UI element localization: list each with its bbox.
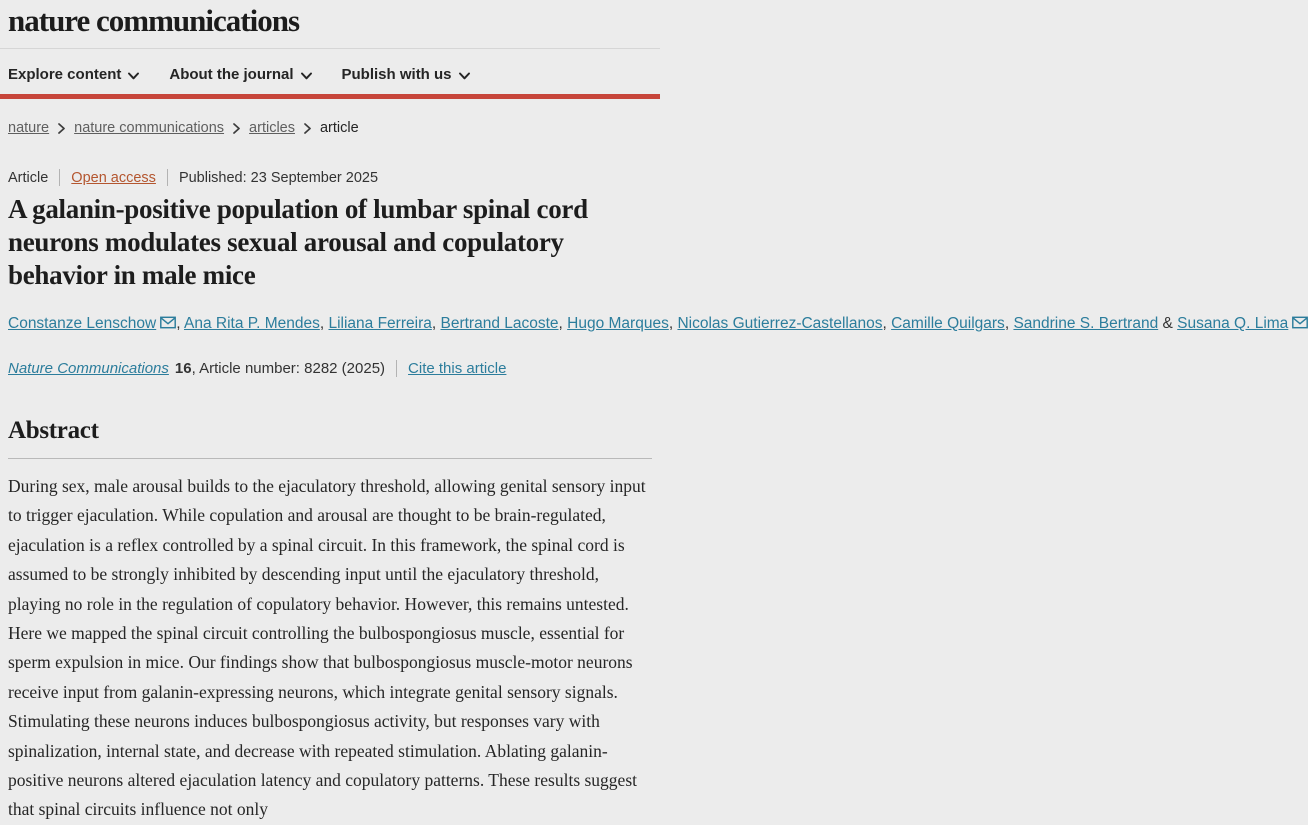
author-link-bertrand-lacoste[interactable]: Bertrand Lacoste xyxy=(440,315,559,332)
nav-publish-with-us-label: Publish with us xyxy=(341,66,452,83)
chevron-down-icon xyxy=(301,72,312,80)
breadcrumb-link-nature-communications[interactable]: nature communications xyxy=(74,120,225,136)
breadcrumb xyxy=(8,120,652,136)
nav-publish-with-us[interactable] xyxy=(342,66,470,83)
abstract-section xyxy=(0,417,660,825)
author-separator: , xyxy=(319,315,329,332)
main-nav xyxy=(0,48,660,94)
cite-this-article-link[interactable]: Cite this article xyxy=(408,360,507,377)
article-main xyxy=(0,120,1289,825)
published-date: Published: 23 September 2025 xyxy=(178,169,379,186)
citation-line xyxy=(8,360,652,377)
author-link-camille-quilgars[interactable]: Camille Quilgars xyxy=(891,315,1005,332)
breadcrumb-link-articles[interactable]: articles xyxy=(249,120,295,136)
nature-communications-logo[interactable]: nature communications xyxy=(8,3,300,38)
author-separator: , xyxy=(882,315,892,332)
article-type-label: Article xyxy=(8,169,49,186)
separator xyxy=(167,169,168,186)
author-link-ana-rita-p-mendes[interactable]: Ana Rita P. Mendes xyxy=(183,315,320,332)
nav-about-the-journal-label: About the journal xyxy=(169,66,294,83)
chevron-right-icon xyxy=(233,123,240,134)
author-link-constanze-lenschow[interactable]: Constanze Lenschow xyxy=(8,315,157,332)
chevron-down-icon xyxy=(128,72,139,80)
nav-about-the-journal[interactable] xyxy=(169,66,311,83)
brand-red-bar xyxy=(0,94,660,99)
chevron-down-icon xyxy=(459,72,470,80)
author-link-sandrine-s-bertrand[interactable]: Sandrine S. Bertrand xyxy=(1013,315,1159,332)
author-separator: , xyxy=(668,315,678,332)
article-number-text: , Article number: 8282 (2025) xyxy=(191,360,386,377)
article-title: A galanin-positive population of lumbar spinal cord neurons modulates sexual arousal and copulatory behavior in male mice xyxy=(8,194,588,290)
article-meta-line xyxy=(8,169,652,186)
abstract-text: During sex, male arousal builds to the ejaculatory threshold, allowing genital sensory input to trigger ejaculation. While copulation and arousal are thought to be brain-regulated, ejaculation is a reflex controlled by a spinal circuit. In this framework, the spinal cord is assumed to be strongly inhibited by descending input until the ejaculatory threshold, playing no role in the regulation of copulatory behavior. However, this remains untested. Here we mapped the spinal circuit controlling the bulbospongiosus muscle, essential for sperm expulsion in mice. Our findings show that bulbospongiosus muscle-motor neurons receive input from galanin-expressing neurons, which integrate genital sensory signals. Stimulating these neurons induces bulbospongiosus activity, but responses vary with spinalization, internal state, and decrease with repeated stimulation. Ablating galanin-positive neurons altered ejaculation latency and copulatory patterns. These results suggest that spinal circuits influence not only xyxy=(8,476,646,820)
separator xyxy=(59,169,60,186)
email-icon[interactable] xyxy=(1292,316,1308,329)
author-separator: , xyxy=(431,315,441,332)
author-separator: , xyxy=(558,315,568,332)
breadcrumb-current-article: article xyxy=(319,120,359,136)
author-link-hugo-marques[interactable]: Hugo Marques xyxy=(567,315,669,332)
separator xyxy=(396,360,397,377)
volume-number: 16 xyxy=(174,360,192,377)
author-separator: & xyxy=(1158,315,1178,332)
nav-explore-content-label: Explore content xyxy=(8,66,122,83)
author-link-susana-q-lima[interactable]: Susana Q. Lima xyxy=(1177,315,1289,332)
section-divider xyxy=(8,458,652,459)
chevron-right-icon xyxy=(58,123,65,134)
site-header xyxy=(0,0,660,99)
author-link-nicolas-gutierrez-castellanos[interactable]: Nicolas Gutierrez-Castellanos xyxy=(677,315,883,332)
email-icon[interactable] xyxy=(160,316,176,329)
abstract-heading: Abstract xyxy=(8,417,99,444)
author-separator: , xyxy=(176,315,184,332)
open-access-link[interactable]: Open access xyxy=(71,169,156,186)
logo-row xyxy=(0,0,660,48)
author-link-liliana-ferreira[interactable]: Liliana Ferreira xyxy=(328,315,432,332)
chevron-right-icon xyxy=(304,123,311,134)
author-separator: , xyxy=(1004,315,1014,332)
breadcrumb-link-nature[interactable]: nature xyxy=(8,120,50,136)
journal-link[interactable]: Nature Communications xyxy=(8,360,169,377)
author-list xyxy=(8,309,1289,339)
nav-explore-content[interactable] xyxy=(8,66,139,83)
